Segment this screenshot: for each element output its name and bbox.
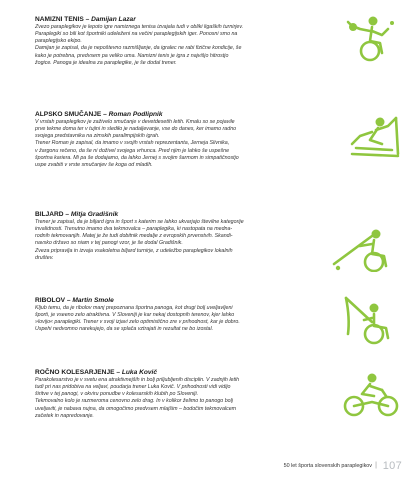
body-line: kako je potrebna, predvsem pa veliko uma. Namizni tenis je igra z najvišjo hitrostjo	[35, 52, 229, 59]
body-line: širitve v tej panogi, v okviru ponudbe v kolesarskih klubih po Sloveniji.	[35, 391, 199, 398]
fishing-wheelchair-icon	[344, 294, 402, 346]
body-line: žogice. Panoga je idealna za paraplegike, je še dodal trener.	[35, 59, 177, 66]
body-line: »lovijo« paraplegiki. Trener v svoji izjavi zelo optimistično zre v prihodnost, kar je dobro.	[35, 319, 240, 326]
body-line: Kljub temu, da je ribolov manj prepoznana športna panoga, kot drugi bolj uveljavljeni	[35, 305, 233, 311]
billiards-wheelchair-icon	[332, 226, 402, 272]
section-heading: NAMIZNI TENIS – Damijan Lazar	[35, 16, 136, 23]
section-title: ROČNO KOLESARJENJE	[35, 369, 115, 376]
page-number: 107	[382, 460, 402, 472]
section-alpine-skiing	[35, 110, 335, 169]
body-line: uveljaviti, je nabava nujna, da omogočimo predvsem mlajšim – bodočim tekmovalcem	[35, 405, 237, 412]
section-title: NAMIZNI TENIS	[35, 16, 84, 23]
body-line: Zvezo paraplegikov je lepoto igre namiznega tenisa izvajala tudi v obliki ligaških turnirjev.	[35, 24, 244, 30]
body-line: društev.	[35, 254, 54, 261]
body-line: Parakolesarstvo je v svetu ena atraktivnejših in bolj priljubljenih disciplin. V zadnjih letih	[35, 377, 240, 383]
sit-ski-icon	[342, 116, 404, 160]
body-line: Damijan je zapisal, da je nepoštevno razmišljanje, da igralec ne rabi fizične kondicije, še	[35, 45, 242, 52]
section-heading: ROČNO KOLESARJENJE – Luka Kovič	[35, 369, 158, 376]
table-tennis-wheelchair-icon	[346, 13, 398, 63]
section-body	[35, 219, 335, 262]
section-table-tennis	[35, 15, 335, 67]
section-billiards	[35, 210, 335, 262]
body-line: v žargonu rečeno, da še ni doživel svojega vrhunca. Pred njim je lahko še uspešne	[35, 147, 230, 154]
section-author: Mitja Gradišnik	[70, 211, 119, 218]
section-body	[35, 377, 335, 420]
section-title: ALPSKO SMUČANJE	[35, 111, 102, 118]
body-line: Trener Roman je zapisal, da imamo v svojih vrstah reprezentanta, Jerneja Slivnika,	[35, 140, 230, 147]
body-line: prve tekme doma ter v tujini in slediło je nadaljevanje, vse do danes, ker imamo radno	[35, 126, 237, 133]
footer-label: 50 let športa slovenskih paraplegikov	[283, 463, 372, 469]
body-line: Tekmovalno kolo je razmeroma cenovno zelo drag. In v kolikor želimo to panogo bolj	[35, 398, 233, 405]
section-handbiking	[35, 368, 335, 420]
body-line: tudi pri nas pridobiva na veljavi, poudarja trener Luka Kovič. V prihodnosti vidi vidijo	[35, 384, 231, 391]
footer-separator: |	[375, 462, 377, 469]
body-line: začetek in napredovanje.	[35, 412, 94, 419]
page-footer	[0, 461, 402, 473]
section-heading: BILJARD – Mitja Gradišnik	[35, 211, 119, 218]
body-line: rodnih tekmovanjih. Matej je že tudi dobitnik medalje z evropskih prvenstvih. Skandi-	[35, 233, 233, 240]
section-title: RIBOLOV	[35, 297, 66, 304]
body-line: uspe zvabiti v vrste smučanjev še koga od mladih.	[35, 161, 153, 168]
body-line: Uspehi nedvomno narekujejo, da se splača vztrajati in rezultat ne bo izostal.	[35, 326, 214, 333]
body-line: športna kariera. Mi pa še dodajamo, da lahko Jernej s svojim šarmom in simpatičnostjo	[35, 154, 239, 161]
body-line: Zveza pripravlja in izvaja vsakoletna biljard turnirje, z udeležbo paraplegikov lokalnih	[35, 247, 233, 254]
section-body	[35, 305, 335, 334]
body-line: V vrstah paraplegikov je zaživelo smučanje v devetdesetih letih. Kmalu so se pojavile	[35, 119, 235, 125]
section-author: Damijan Lazar	[91, 16, 136, 23]
section-heading: RIBOLOV – Martin Smole	[35, 297, 114, 304]
body-line: paraplegijsko ekipo.	[35, 38, 82, 45]
section-fishing	[35, 296, 335, 334]
section-body	[35, 24, 335, 67]
section-author: Roman Podlipnik	[108, 111, 163, 118]
section-author: Martin Smole	[72, 297, 114, 304]
body-line: svojega predstavnika na zimskih paralimpijskih igrah.	[35, 133, 160, 140]
body-line: športi, je vseeno zelo atraktivna. V Sloveniji je kar nekaj dostopnih terenov, kjer lahko	[35, 312, 235, 319]
body-line: invalidnosti. Trenutno imamo dva tekmovalca – paraplegika, ki nastopata na medna-	[35, 226, 233, 233]
body-line: Trener je zapisal, da je biljard igra in šport s katerim se lahko ukvarjajo številne kategorije	[35, 219, 244, 225]
section-body	[35, 119, 335, 169]
section-title: BILJARD	[35, 211, 64, 218]
section-heading: ALPSKO SMUČANJE – Roman Podlipnik	[35, 111, 163, 118]
body-line: Paraplegiki so bili kot športniki udeleženi na večini paraplegijskih iger. Ponosni smo na	[35, 31, 238, 38]
handbike-icon	[342, 372, 400, 418]
body-line: navsko državo so niam v tej panogi vzor, je še dodal Gradišnik.	[35, 240, 183, 247]
section-author: Luka Kovič	[121, 369, 158, 376]
